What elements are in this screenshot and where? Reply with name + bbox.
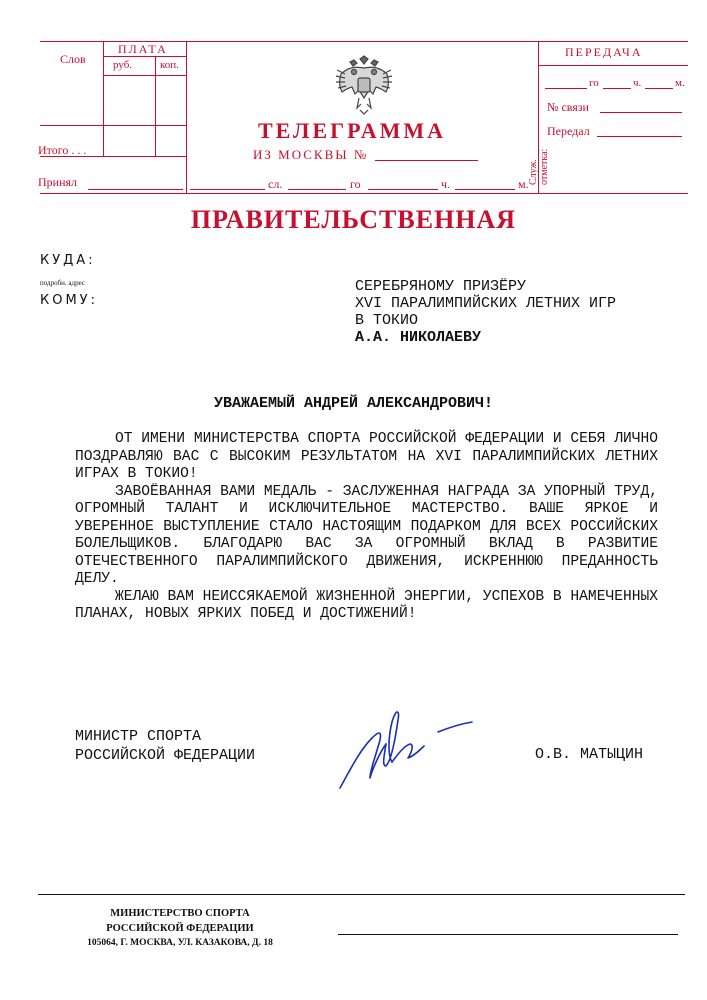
handwritten-signature xyxy=(330,700,480,795)
recipient-line: СЕРЕБРЯНОМУ ПРИЗЁРУ xyxy=(355,278,527,295)
telegram-subtitle: ИЗ МОСКВЫ № xyxy=(253,147,369,162)
label-peredal: Передал xyxy=(547,124,590,138)
footer-address: 105064, Г. МОСКВА, УЛ. КАЗАКОВА, Д. 18 xyxy=(87,938,273,948)
label-m-right: м. xyxy=(675,77,685,89)
footer-divider xyxy=(38,894,685,895)
footer-org-line: РОССИЙСКОЙ ФЕДЕРАЦИИ xyxy=(106,923,254,934)
label-prinyal: Принял xyxy=(38,175,78,189)
label-ch: ч. xyxy=(441,177,451,191)
position-line: МИНИСТР СПОРТА xyxy=(75,728,202,745)
label-komu: КОМУ: xyxy=(40,293,98,308)
recipient-line: XVI ПАРАЛИМПИЙСКИХ ЛЕТНИХ ИГР xyxy=(355,295,617,312)
footer-org xyxy=(80,906,280,951)
government-heading: ПРАВИТЕЛЬСТВЕННАЯ xyxy=(190,205,517,234)
label-sl: сл. xyxy=(268,177,283,191)
label-m: м. xyxy=(518,177,529,191)
telegram-title: ТЕЛЕГРАММА xyxy=(258,118,447,143)
label-sluzh-otmetka: Служ. отметка: xyxy=(528,148,550,185)
salutation: УВАЖАЕМЫЙ АНДРЕЙ АЛЕКСАНДРОВИЧ! xyxy=(213,395,494,412)
recipient-line: В ТОКИО xyxy=(355,312,419,329)
footer-org-line: МИНИСТЕРСТВО СПОРТА xyxy=(110,908,250,919)
paragraph: ОТ ИМЕНИ МИНИСТЕРСТВА СПОРТА РОССИЙСКОЙ ФЕДЕРАЦИИ И СЕБЯ ЛИЧНО ПОЗДРАВЛЯЮ ВАС С ВЫСОКИМ РЕЗУЛЬТАТОМ НА XVI ПАРАЛИМПИЙСКИХ ЛЕТНИХ ИГРАХ В ТОКИО! xyxy=(75,431,658,482)
label-slov: Слов xyxy=(60,52,86,66)
coat-of-arms-icon xyxy=(333,54,395,116)
paragraph: ЗАВОЁВАННАЯ ВАМИ МЕДАЛЬ - ЗАСЛУЖЕННАЯ НАГРАДА ЗА УПОРНЫЙ ТРУД, ОГРОМНЫЙ ТАЛАНТ И ИСКЛЮЧИТЕЛЬНОЕ МАСТЕРСТВО. ВАШЕ ЯРКОЕ И УВЕРЕННОЕ ВЫСТУПЛЕНИЕ СТАЛО НАСТОЯЩИМ ПОДАРКОМ ДЛЯ ВСЕХ РОССИЙСКИХ БОЛЕЛЬЩИКОВ. БЛАГОДАРЮ ВАС ЗА ОГРОМНЫЙ ВКЛАД В РАЗВИТИЕ ОТЕЧЕСТВЕННОГО ПАРАЛИМПИЙСКОГО ДВИЖЕНИЯ, ИСКРЕННЮЮ ПРЕДАННОСТЬ ДЕЛУ. xyxy=(75,483,658,587)
label-peredacha: ПЕРЕДАЧА xyxy=(565,45,643,59)
position-line: РОССИЙСКОЙ ФЕДЕРАЦИИ xyxy=(75,747,256,764)
label-go-right: го xyxy=(589,77,599,89)
label-itogo: Итого . . . xyxy=(38,143,87,157)
recipient-address xyxy=(355,278,616,346)
label-kop: коп. xyxy=(160,59,179,71)
letter-body xyxy=(75,431,658,624)
label-svyazi: № связи xyxy=(547,100,589,114)
footer-blank-line xyxy=(338,934,678,935)
label-rub: руб. xyxy=(113,59,133,71)
label-kuda: КУДА: xyxy=(40,253,96,268)
label-go: го xyxy=(350,177,361,191)
label-ch-right: ч. xyxy=(633,77,642,89)
signatory-name: О.В. МАТЫЦИН xyxy=(535,746,644,763)
label-podrobn-adres: подробн. адрес xyxy=(40,279,85,287)
signatory-position xyxy=(75,727,255,765)
paragraph: ЖЕЛАЮ ВАМ НЕИССЯКАЕМОЙ ЖИЗНЕННОЙ ЭНЕРГИИ, УСПЕХОВ В НАМЕЧЕННЫХ ПЛАНАХ, НОВЫХ ЯРКИХ ПОБЕД И ДОСТИЖЕНИЙ! xyxy=(75,588,658,622)
recipient-name: А.А. НИКОЛАЕВУ xyxy=(355,329,482,346)
label-plata: ПЛАТА xyxy=(118,42,168,56)
